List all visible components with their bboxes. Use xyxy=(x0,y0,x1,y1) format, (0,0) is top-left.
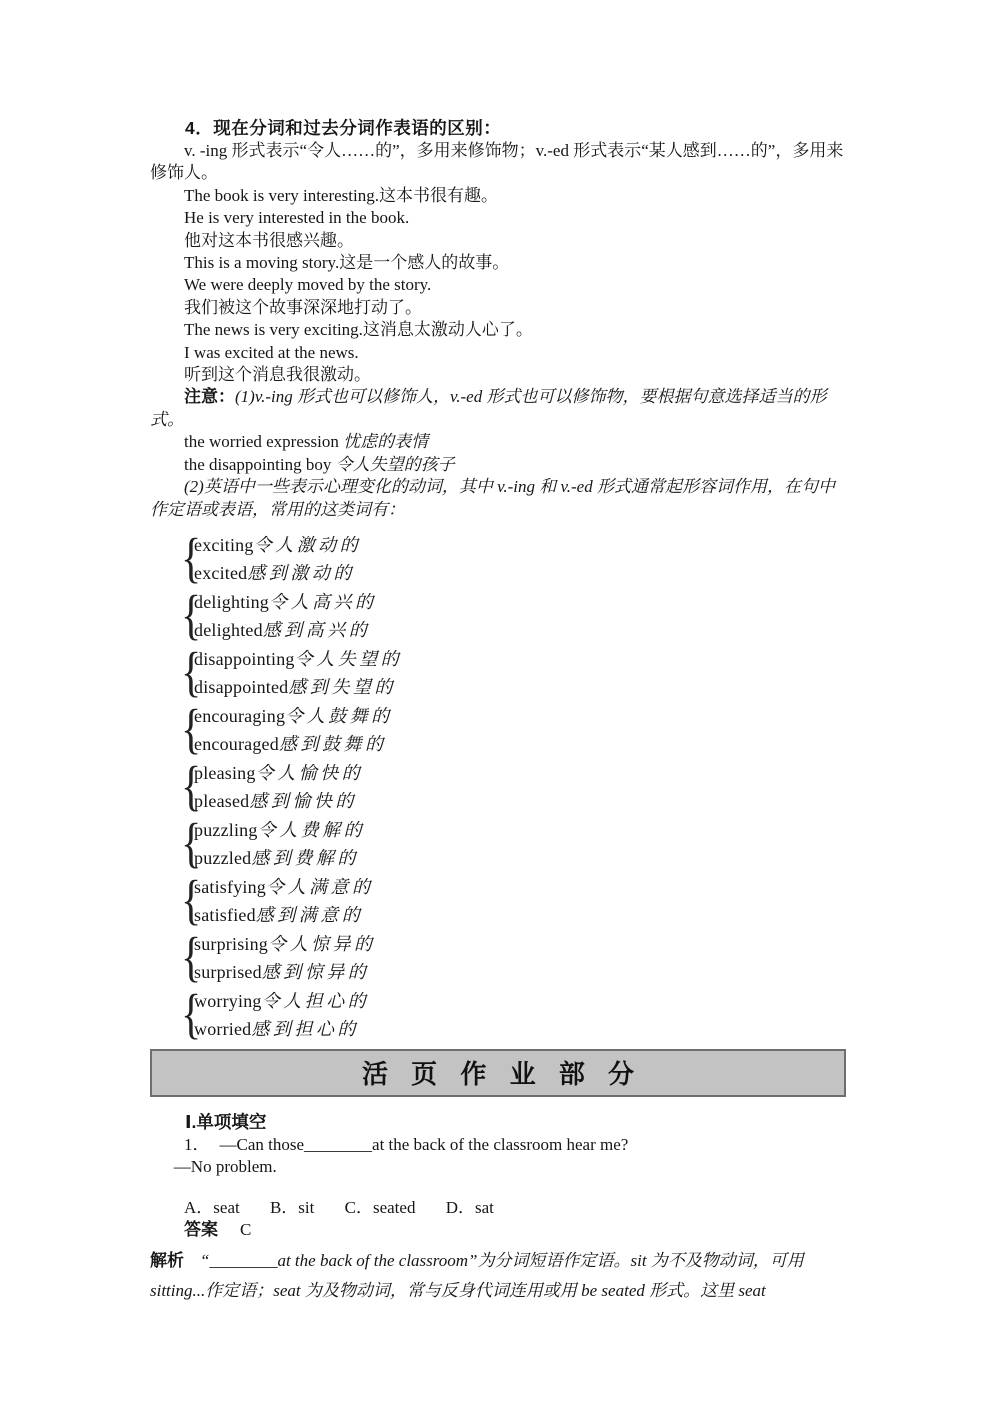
note1-text: (1)v.-ing 形式也可以修饰人，v.-ed 形式也可以修饰物，要根据句意选择适当的形式。 xyxy=(150,387,827,429)
options-row xyxy=(150,1197,850,1219)
note-example xyxy=(150,454,850,476)
pair-ed-word: puzzled xyxy=(194,848,252,869)
banner-title: 活 页 作 业 部 分 xyxy=(361,1059,643,1090)
question-1-line2: —No problem. xyxy=(173,1157,277,1177)
option-c: C．seated xyxy=(344,1197,416,1217)
left-brace-icon: { xyxy=(181,757,202,818)
pair-ed-word: disappointed xyxy=(194,677,289,698)
pair-ing-word: worrying xyxy=(194,990,262,1011)
analysis-label: 解析 xyxy=(150,1250,184,1270)
question-1-line1 xyxy=(150,1134,850,1156)
section-heading: 4．现在分词和过去分词作表语的区别： xyxy=(185,118,502,138)
note2-paragraph: (2)英语中一些表示心理变化的动词，其中 v.-ing 和 v.-ed 形式通常起形容词作用，在句中作定语或表语，常用的这类词有： xyxy=(150,477,835,519)
example-sentence: He is very interested in the book. xyxy=(184,208,410,228)
example-sentence: We were deeply moved by the story. xyxy=(184,275,432,295)
pair-ing-word: exciting xyxy=(194,534,254,555)
word-pair-surprising xyxy=(181,930,850,987)
pair-ing-word: puzzling xyxy=(194,819,258,840)
word-pair-encouraging xyxy=(181,702,850,759)
pair-ed-word: encouraged xyxy=(194,734,279,755)
option-a: A．seat xyxy=(184,1197,240,1217)
pair-ing-gloss: 令人失望的 xyxy=(294,648,403,669)
word-pair-worrying xyxy=(181,987,850,1044)
pair-ed-word: excited xyxy=(194,563,248,584)
example-sentence: The book is very interesting.这本书很有趣。 xyxy=(184,185,498,205)
example-sentence: 我们被这个故事深深地打动了。 xyxy=(184,297,422,317)
word-pair-exciting xyxy=(181,531,850,588)
page-content xyxy=(150,116,850,1306)
left-brace-icon: { xyxy=(181,985,202,1046)
left-brace-icon: { xyxy=(181,700,202,761)
question-number: 1． xyxy=(184,1134,210,1154)
note-example-zh: 忧虑的表情 xyxy=(343,432,429,452)
pair-ed-gloss: 感到鼓舞的 xyxy=(278,734,387,755)
pair-ing-gloss: 令人担心的 xyxy=(261,990,370,1011)
pair-ing-word: pleasing xyxy=(194,762,256,783)
pair-ed-gloss: 感到高兴的 xyxy=(262,620,371,641)
pair-ed-gloss: 感到愉快的 xyxy=(249,791,357,812)
pair-ed-word: worried xyxy=(194,1019,252,1040)
question-text: —Can those________at the back of the classroom hear me? xyxy=(219,1134,629,1154)
exercise-section xyxy=(150,1110,850,1306)
note-paragraph xyxy=(150,386,850,431)
pair-ing-gloss: 令人高兴的 xyxy=(269,591,377,612)
analysis-text: “________at the back of the classroom”为分词短语作定语。sit 为不及物动词，可用 sitting...作定语；seat 为及物动词，常与反身代词连用或用 be seated 形式。这里 seat xyxy=(150,1250,804,1300)
pair-ed-gloss: 感到激动的 xyxy=(247,563,355,584)
example-sentence: The news is very exciting.这消息太激动人心了。 xyxy=(184,320,533,340)
word-pairs-list xyxy=(150,531,850,1044)
pair-ed-gloss: 感到担心的 xyxy=(251,1019,359,1040)
pair-ing-gloss: 令人愉快的 xyxy=(255,762,364,783)
left-brace-icon: { xyxy=(181,529,202,590)
word-pair-satisfying xyxy=(181,873,850,930)
pair-ed-gloss: 感到惊异的 xyxy=(261,962,370,983)
intro-paragraph: v. -ing 形式表示“令人……的”，多用来修饰物；v.-ed 形式表示“某人感到……的”，多用来修饰人。 xyxy=(150,141,844,183)
note-example xyxy=(150,431,850,453)
word-pair-disappointing xyxy=(181,645,850,702)
word-pair-delighting xyxy=(181,588,850,645)
pair-ed-word: delighted xyxy=(194,620,263,641)
answer-row xyxy=(150,1219,850,1241)
pair-ing-word: encouraging xyxy=(194,705,286,726)
word-pair-pleasing xyxy=(181,759,850,816)
worksheet-banner xyxy=(150,1049,846,1097)
left-brace-icon: { xyxy=(181,586,202,647)
pair-ing-word: disappointing xyxy=(194,648,295,669)
pair-ed-word: satisfied xyxy=(194,905,256,926)
pair-ing-gloss: 令人惊异的 xyxy=(268,933,376,954)
note-example-zh: 令人失望的孩子 xyxy=(335,454,455,474)
pair-ing-gloss: 令人鼓舞的 xyxy=(285,705,393,726)
example-sentence: This is a moving story.这是一个感人的故事。 xyxy=(184,253,510,273)
pair-ing-word: surprising xyxy=(194,933,268,954)
example-sentence: 他对这本书很感兴趣。 xyxy=(184,230,354,250)
left-brace-icon: { xyxy=(181,814,202,875)
pair-ing-gloss: 令人激动的 xyxy=(253,534,362,555)
exercise-heading: Ⅰ.单项填空 xyxy=(185,1111,267,1132)
word-pair-puzzling xyxy=(181,816,850,873)
pair-ing-word: delighting xyxy=(194,591,269,612)
option-d: D．sat xyxy=(445,1197,494,1217)
pair-ed-word: pleased xyxy=(194,791,250,812)
answer-label: 答案 xyxy=(184,1220,218,1240)
answer-value: C xyxy=(240,1220,252,1240)
left-brace-icon: { xyxy=(181,928,202,989)
left-brace-icon: { xyxy=(181,643,202,704)
example-sentence: I was excited at the news. xyxy=(184,342,359,362)
note-example-en: the worried expression xyxy=(184,432,344,452)
option-b: B．sit xyxy=(269,1197,315,1217)
analysis-paragraph xyxy=(150,1246,850,1306)
pair-ed-word: surprised xyxy=(194,962,262,983)
left-brace-icon: { xyxy=(181,871,202,932)
pair-ed-gloss: 感到失望的 xyxy=(288,677,396,698)
pair-ed-gloss: 感到费解的 xyxy=(251,848,359,869)
pair-ed-gloss: 感到满意的 xyxy=(255,905,364,926)
pair-ing-gloss: 令人满意的 xyxy=(266,876,374,897)
note-label: 注意： xyxy=(184,387,235,407)
pair-ing-word: satisfying xyxy=(194,876,266,897)
pair-ing-gloss: 令人费解的 xyxy=(257,819,366,840)
note-example-en: the disappointing boy xyxy=(184,454,336,474)
example-sentence: 听到这个消息我很激动。 xyxy=(184,365,371,385)
